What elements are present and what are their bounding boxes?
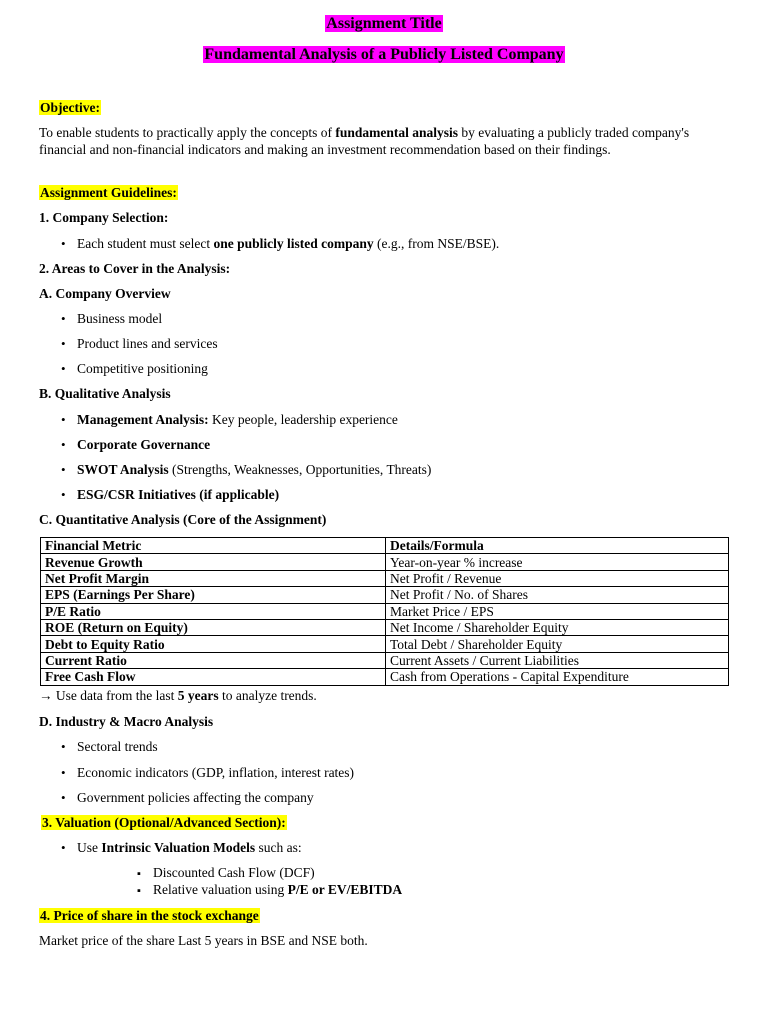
objective-heading: Objective:: [40, 100, 100, 115]
trend-note-text-1: Use data from the last: [52, 688, 178, 703]
valuation-text-2: such as:: [255, 840, 302, 855]
bullet-icon: [61, 361, 69, 377]
valuation-heading: 3. Valuation (Optional/Advanced Section):: [42, 815, 286, 830]
table-cell-metric: Revenue Growth: [41, 554, 386, 570]
qualitative-item: [77, 437, 210, 453]
table-cell-metric: Current Ratio: [41, 652, 386, 668]
overview-item: Business model: [77, 311, 163, 326]
industry-heading: D. Industry & Macro Analysis: [39, 714, 214, 729]
table-row: [41, 619, 729, 635]
valuation-text-1: Use: [77, 840, 102, 855]
table-cell-metric: ROE (Return on Equity): [41, 619, 386, 635]
title-line: [0, 16, 768, 32]
guidelines-heading-line: [39, 185, 178, 201]
table-cell-formula: Market Price / EPS: [386, 603, 729, 619]
price-text: Market price of the share Last 5 years in BSE and NSE both.: [39, 933, 368, 948]
bullet-icon: [61, 336, 69, 352]
bullet-icon: [61, 412, 69, 428]
bullet-icon: [61, 236, 69, 252]
table-cell-formula: Cash from Operations - Capital Expenditure: [386, 669, 729, 685]
price-heading-line: [39, 908, 260, 924]
bullet-icon: [61, 437, 69, 453]
square-bullet-icon: [137, 865, 145, 881]
bullet-icon: [61, 311, 69, 327]
trend-note-text-2: to analyze trends.: [218, 688, 317, 703]
table-row: [41, 554, 729, 570]
company-selection-text-1: Each student must select: [77, 236, 214, 251]
subtitle-line: [0, 47, 768, 63]
overview-heading: A. Company Overview: [39, 286, 171, 301]
price-heading: 4. Price of share in the stock exchange: [40, 908, 259, 923]
objective-text-bold: fundamental analysis: [335, 125, 458, 140]
industry-item: Economic indicators (GDP, inflation, interest rates): [77, 765, 355, 780]
valuation-item: [77, 840, 302, 856]
table-row: [41, 570, 729, 586]
trend-note-bold: 5 years: [177, 688, 219, 703]
qualitative-item-text: (Strengths, Weaknesses, Opportunities, Threats): [168, 462, 432, 477]
qualitative-item-bold: Management Analysis:: [77, 412, 209, 427]
bullet-icon: [61, 462, 69, 478]
valuation-sub-item: Discounted Cash Flow (DCF): [153, 865, 315, 880]
overview-item: Product lines and services: [77, 336, 218, 351]
document-subtitle: Fundamental Analysis of a Publicly Listed Company: [204, 46, 564, 63]
valuation-sub-text: Relative valuation using: [153, 882, 288, 897]
objective-heading-line: [39, 100, 101, 116]
table-header-cell: Financial Metric: [41, 538, 386, 554]
table-cell-formula: Net Income / Shareholder Equity: [386, 619, 729, 635]
qualitative-item-bold: Corporate Governance: [77, 437, 211, 452]
company-selection-text-bold: one publicly listed company: [213, 236, 374, 251]
company-selection-item: [77, 236, 499, 252]
valuation-sub-bold: P/E or EV/EBITDA: [287, 882, 403, 897]
overview-item: Competitive positioning: [77, 361, 208, 376]
quantitative-heading: C. Quantitative Analysis (Core of the Assignment): [39, 512, 327, 527]
table-cell-metric: Free Cash Flow: [41, 669, 386, 685]
valuation-heading-line: [41, 815, 287, 831]
table-row: [41, 603, 729, 619]
table-cell-formula: Year-on-year % increase: [386, 554, 729, 570]
objective-text-1: To enable students to practically apply the concepts of: [39, 125, 336, 140]
objective-paragraph: [39, 125, 719, 158]
qualitative-heading: B. Qualitative Analysis: [39, 386, 171, 401]
table-cell-metric: EPS (Earnings Per Share): [41, 587, 386, 603]
table-row: [41, 587, 729, 603]
table-cell-metric: Net Profit Margin: [41, 570, 386, 586]
table-cell-metric: P/E Ratio: [41, 603, 386, 619]
bullet-icon: [61, 487, 69, 503]
table-cell-formula: Total Debt / Shareholder Equity: [386, 636, 729, 652]
square-bullet-icon: [137, 882, 145, 898]
company-selection-text-2: (e.g., from NSE/BSE).: [373, 236, 500, 251]
industry-item: Sectoral trends: [77, 739, 158, 754]
document-title: Assignment Title: [326, 15, 442, 32]
table-cell-formula: Current Assets / Current Liabilities: [386, 652, 729, 668]
table-header-row: [41, 538, 729, 554]
bullet-icon: [61, 765, 69, 781]
trend-note: [39, 688, 317, 704]
qualitative-item-bold: SWOT Analysis: [77, 462, 169, 477]
areas-heading: 2. Areas to Cover in the Analysis:: [39, 261, 231, 276]
industry-item: Government policies affecting the company: [77, 790, 314, 805]
table-cell-formula: Net Profit / Revenue: [386, 570, 729, 586]
guidelines-heading: Assignment Guidelines:: [40, 185, 177, 200]
bullet-icon: [61, 840, 69, 856]
bullet-icon: [61, 790, 69, 806]
table-row: [41, 636, 729, 652]
valuation-text-bold: Intrinsic Valuation Models: [101, 840, 256, 855]
bullet-icon: [61, 739, 69, 755]
table-row: [41, 652, 729, 668]
table-row: [41, 669, 729, 685]
table-header-cell: Details/Formula: [386, 538, 729, 554]
qualitative-item: [77, 462, 431, 478]
metrics-table: [40, 537, 729, 686]
qualitative-item-bold: ESG/CSR Initiatives (if applicable): [77, 487, 280, 502]
company-selection-heading: 1. Company Selection:: [39, 210, 169, 225]
table-cell-formula: Net Profit / No. of Shares: [386, 587, 729, 603]
qualitative-item: [77, 487, 279, 503]
objective-text-2: by evaluating a publicly traded company's financial and non-financial indicators and making an investment recommendation based on their findings.: [39, 125, 690, 157]
right-arrow-icon: →: [39, 688, 53, 703]
qualitative-item-text: Key people, leadership experience: [208, 412, 398, 427]
table-cell-metric: Debt to Equity Ratio: [41, 636, 386, 652]
qualitative-item: [77, 412, 398, 428]
valuation-sub-item: [153, 882, 402, 898]
